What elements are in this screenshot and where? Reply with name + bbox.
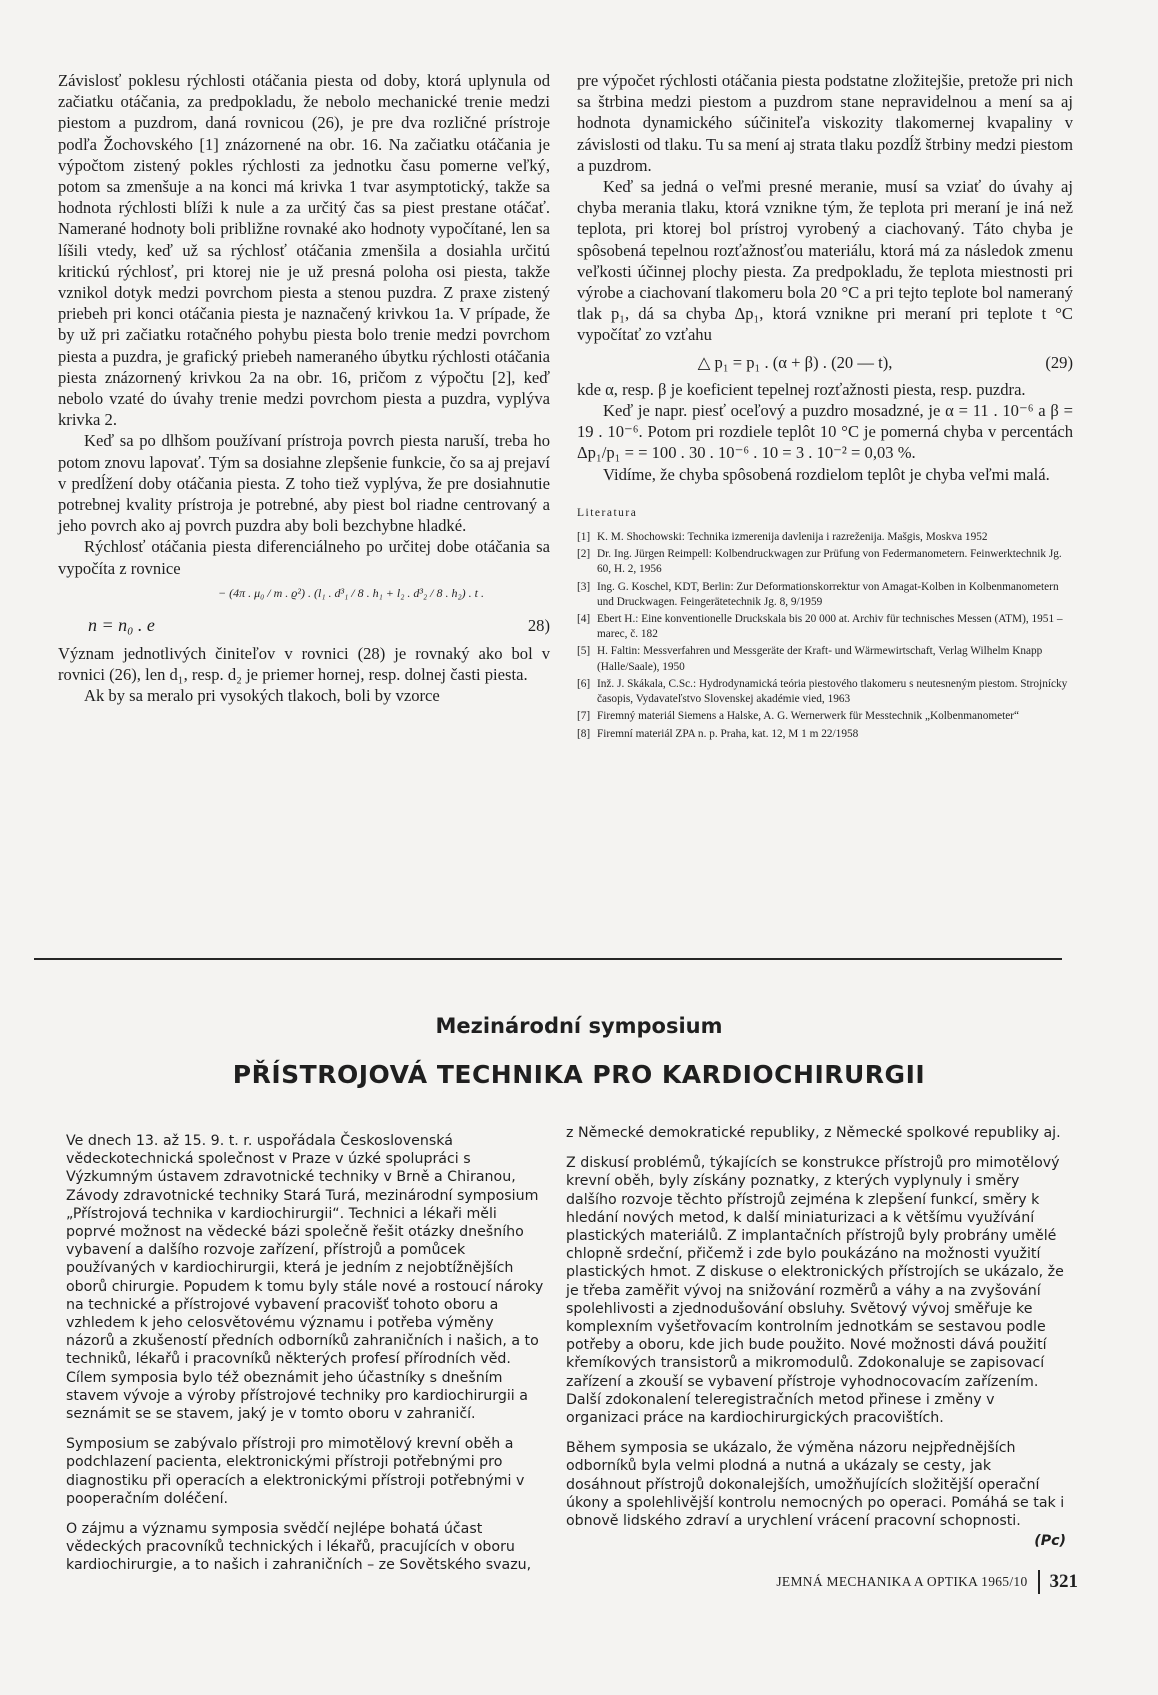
article-kicker: Mezinárodní symposium: [435, 1014, 723, 1038]
equation-exponent: − (4π . μ₀ / m . ϱ²) . (l₁ . d³₁ / 8 . h₁ + l₂ . d³₂ / 8 . h₂) . t .: [218, 585, 484, 600]
equation-28: [58, 579, 550, 643]
footer-divider: [1038, 1570, 1040, 1594]
reference-item: [577, 547, 1073, 577]
reference-number: [5]: [577, 645, 591, 658]
paragraph: pre výpočet rýchlosti otáčania piesta podstatne zložitejšie, pretože pri nich sa štrbina medzi piestom a puzdrom stane nepravidelnou a mení sa aj hodnota dynamického súčiniteľa viskozity tlakomernej kvapaliny v závislosti od tlaku. Tu sa mení aj strata tlaku pozdĺž štrbiny medzi piestom a puzdrom.: [577, 71, 1073, 175]
paragraph: Závislosť poklesu rýchlosti otáčania piesta od doby, ktorá uplynula od začiatku otáčania, za predpokladu, že nebolo mechanické trenie medzi piestom a puzdrom, daná rovnicou (26), je pre dva rozličné prístroje podľa Žochovského [1] znázornené na obr. 16. Na začiatku otáčania je výpočtom zistený pokles rýchlosti za jednotku času pomerne veľký, potom sa zmenšuje a na konci má krivka 1 tvar asymptotický, takže sa hodnota rýchlosti blíži k nule a za určitý čas sa piest prestane otáčať. Namerané hodnoty boli približne rovnaké ako hodnoty vypočítané, len sa líšili vtedy, keď už sa rýchlosť otáčania zmenšila a dosiahla určitú kritickú rýchlosť, pri ktorej nie je už presná poloha osi piesta, takže vznikol dotyk medzi povrchom piesta a stenou puzdra. Z praxe zistený priebeh pri konci otáčania piesta je naznačený krivkou 1a. V prípade, že by už pri začiatku rotačného pohybu piesta bolo trenie medzi povrchom piesta a puzdra, je grafický priebeh nameraného úbytku rýchlosti otáčania piesta znázornený krivkou 2a na obr. 16, pričom z výpočtu [2], keď nebolo vzaté do úvahy trenie medzi povrchom piesta a puzdra, vyplýva krivka 2.: [58, 71, 550, 430]
paragraph: Vidíme, že chyba spôsobená rozdielom teplôt je chyba veľmi malá.: [603, 464, 1050, 484]
reference-text: Ing. G. Koschel, KDT, Berlin: Zur Deformationskorrektur von Amagat-Kolben in Kolbenmanometern und Druckwagen. Feingerätetechnik Jg. 8, 9/1959: [597, 580, 1059, 608]
right-column: [577, 70, 1073, 744]
reference-text: K. M. Shochowski: Technika izmerenija davlenija i razreženija. Mašgis, Moskva 1952: [597, 531, 988, 544]
reference-number: [3]: [577, 580, 591, 593]
paragraph: O zájmu a významu symposia svědčí nejlépe bohatá účast vědeckých pracovníků technických i lékařů, pracujících v oboru kardiochirurgie, a to našich i zahraničních – ze Sovětského svazu,: [66, 1521, 532, 1574]
page-footer: [776, 1570, 1078, 1594]
reference-item: [577, 530, 1073, 545]
reference-text: Firemní materiál ZPA n. p. Praha, kat. 12, M 1 m 22/1958: [597, 727, 859, 740]
journal-name: JEMNÁ MECHANIKA A OPTIKA 1965/10: [776, 1574, 1028, 1589]
equation-number: 28): [527, 615, 550, 635]
page-number: 321: [1049, 1571, 1078, 1592]
reference-number: [4]: [577, 613, 591, 626]
article-title: PŘÍSTROJOVÁ TECHNIKA PRO KARDIOCHIRURGII: [232, 1060, 926, 1089]
equation-29: [577, 352, 1073, 373]
paragraph: Keď sa jedná o veľmi presné meranie, musí sa vziať do úvahy aj chyba merania tlaku, ktorá vznikne tým, že teplota pri meraní je iná než teplota, pri ktorej bol prístroj vyrobený a ciachovaný. Táto chyba je spôsobená tepelnou rozťažnosťou materiálu, ktorá má za následok zmenu veľkosti účinnej plochy piesta. Za predpokladu, že teplota miestnosti pri výrobe a ciachovaní tlakomeru bola 20 °C a pri tejto teplote bol nameraný tlak p₁, dá sa chyba Δp₁, ktorá vznikne pri meraní pri teplote t °C vypočítať zo vzťahu: [577, 177, 1073, 345]
paragraph: Keď je napr. piesť oceľový a puzdro mosadzné, je α = 11 . 10⁻⁶ a β = 19 . 10⁻⁶. Potom pri rozdiele teplôt 10 °C je pomerná chyba v percentách Δp₁/p₁ = = 100 . 30 . 10⁻⁶ . 10 = 3 . 10⁻² = 0,03 %.: [577, 401, 1073, 463]
paragraph: Z diskusí problémů, týkajících se konstrukce přístrojů pro mimotělový krevní oběh, byly získány poznatky, z kterých vyplynuly i směry dalšího rozvoje těchto přístrojů zejména k zlepšení funkcí, směry k hledání nových metod, k další miniaturizaci a k většímu využívání plastických materiálů. Z implantačních přístrojů byly probrány umělé chlopně srdeční, přičemž i zde bylo poukázáno na možnosti využití plastických hmot. Z diskuse o elektronických přístrojích se ukázalo, že je třeba zaměřit vývoj na snižování rozměrů a váhy a na zvyšování spolehlivosti a zjednodušování obsluhy. Světový vývoj směřuje ke komplexním vyšetřovacím kontrolním jednotkám se sestavou podle potřeby a oboru, kde jich bude použito. Nové možnosti dává použití křemíkových transistorů a mikromodulů. Zdokonaluje se zapisovací zařízení a zkouší se vybavení přístroje vyhodnocovacím zařízením. Další zdokonalení teleregistračních metod přinese i změny v organizaci práce na kardiochirurgických pracovištích.: [566, 1155, 1064, 1427]
article-left-column: [66, 1132, 544, 1587]
left-column: [58, 70, 550, 706]
reference-item: [577, 709, 1073, 724]
reference-number: [8]: [577, 727, 591, 740]
equation-body: △ p₁ = p₁ . (α + β) . (20 — t),: [697, 352, 893, 372]
paragraph: Během symposia se ukázalo, že výměna názoru nejpřednějších odborníků byla velmi plodná a nutná a ukázaly se cesty, jak dosáhnout přístrojů dokonalejších, umožňujících složitější operační úkony a spolehlivější kontrolu nemocných po operaci. Pomáhá se tak i obnově lidského zdraví a urychlení vrácení pracovní schopnosti.: [566, 1440, 1065, 1530]
references-heading: Literatura: [577, 506, 638, 519]
references-list: [577, 530, 1073, 742]
reference-number: [7]: [577, 710, 591, 723]
paragraph: Ve dnech 13. až 15. 9. t. r. uspořádala Československá vědeckotechnická společnost v Praze v úzké spolupráci s Výzkumným ústavem zdravotnické techniky v Brně a Chiranou, Závody zdravotnické techniky Stará Turá, mezinárodní symposium „Přístrojová technika v kardiochirurgii“. Technici a lékaři měli poprvé možnost na vědecké bázi společně řešit otázky dnešního vybavení a dalšího rozvoje zařízení, přístrojů a pomůcek používaných v kardiochirurgii, která je jedním z nejobtížnějších oborů chirurgie. Popudem k tomu byly stále nové a rostoucí nároky na technické a přístrojové vybavení pracovišť tohoto oboru a vzhledem k jeho celosvětovému významu i potřeba výměny názorů a zkušeností předních odborníků zahraničních i našich, a to techniků, lékařů i pracovníků některých profesí přírodních věd. Cílem symposia bylo též obeznámit jeho účastníky s dnešním stavem vývoje a výroby přístrojové techniky pro kardiochirurgii a seznámit se se stavem, jaký je v tomto oboru v zahraničí.: [66, 1133, 544, 1423]
paragraph: z Německé demokratické republiky, z Německé spolkové republiky aj.: [566, 1125, 1061, 1141]
reference-item: [577, 727, 1073, 742]
reference-item: [577, 580, 1073, 610]
reference-text: Inž. J. Skákala, C.Sc.: Hydrodynamická teória piestového tlakomeru s neutesneným piestom. Strojnícky časopis, Vydavateľstvo Slovenskej akadémie vied, 1963: [597, 677, 1068, 706]
paragraph: Symposium se zabývalo přístroji pro mimotělový krevní oběh a podchlazení pacienta, elektronickými přístroji potřebnými pro diagnostiku při operacích a elektronickými přístroji potřebnými v pooperačním doléčení.: [66, 1436, 525, 1507]
reference-text: H. Faltin: Messverfahren und Messgeräte der Kraft- und Wärmewirtschaft, Verlag Wilhelm Knapp (Halle/Saale), 1950: [597, 645, 1043, 673]
reference-number: [2]: [577, 548, 591, 561]
reference-text: Ebert H.: Eine konventionelle Druckskala bis 20 000 at. Archiv für technisches Messen (ATM), 1951 – marec, č. 182: [597, 613, 1063, 641]
reference-item: [577, 677, 1073, 707]
equation-number: (29): [1045, 352, 1073, 372]
reference-text: Dr. Ing. Jürgen Reimpell: Kolbendruckwagen zur Prüfung von Federmanometern. Feinwerktechnik Jg. 60, H. 2, 1956: [597, 548, 1062, 576]
article-right-column: [566, 1124, 1066, 1550]
paragraph: kde α, resp. β je koeficient tepelnej rozťažnosti piesta, resp. puzdra.: [577, 379, 1026, 399]
paragraph: Rýchlosť otáčania piesta diferenciálneho po určitej dobe otáčania sa vypočíta z rovnice: [58, 537, 550, 578]
reference-item: [577, 644, 1073, 674]
reference-number: [6]: [577, 677, 591, 690]
reference-item: [577, 612, 1073, 642]
paragraph: Keď sa po dlhšom používaní prístroja povrch piesta naruší, treba ho potom znovu lapovať. Tým sa dosiahne zlepšenie funkcie, čo sa aj prejaví v predĺžení doby otáčania piesta. Z toho tiež vyplýva, že pre dosiahnutie potrebnej kvality prístroja je potrebné, aby piest bol riadne centrovaný a jeho povrch ako aj povrch puzdra aby boli bezchybne hladké.: [58, 431, 550, 536]
section-divider: [34, 958, 1062, 960]
paragraph: Ak by sa meralo pri vysokých tlakoch, boli by vzorce: [84, 686, 440, 706]
author-signature: (Pc): [1034, 1533, 1066, 1550]
reference-number: [1]: [577, 531, 591, 544]
paragraph: Význam jednotlivých činiteľov v rovnici (28) je rovnaký ako bol v rovnici (26), len d₁, resp. d₂ je priemer hornej, resp. dolnej časti piesta.: [58, 643, 550, 685]
reference-text: Firemný materiál Siemens a Halske, A. G. Wernerwerk für Messtechnik „Kolbenmanometer“: [597, 710, 1020, 723]
equation-lhs: n = n₀ . e: [88, 614, 155, 635]
